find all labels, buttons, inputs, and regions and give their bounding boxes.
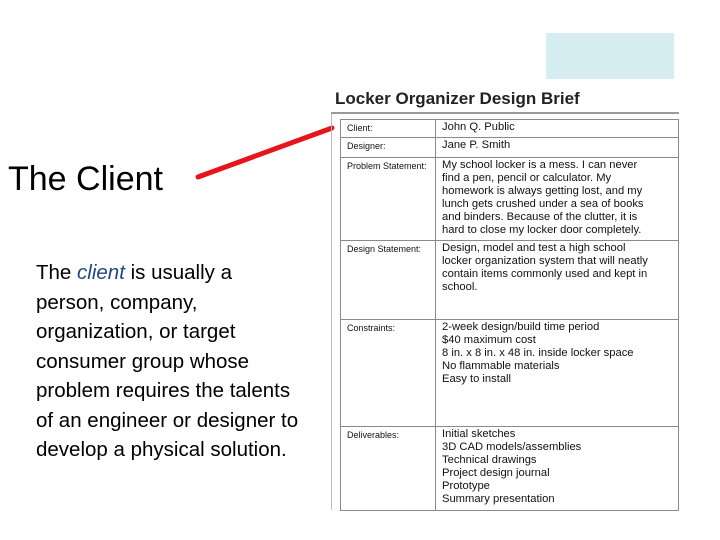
table-row <box>341 427 679 511</box>
value-line: contain items commonly used and kept in <box>442 267 648 280</box>
value-line: hard to close my locker door completely. <box>442 223 642 236</box>
value-line: Technical drawings <box>442 453 537 466</box>
value-line: My school locker is a mess. I can never <box>442 159 638 171</box>
design-brief-title: Locker Organizer Design Brief <box>335 89 580 108</box>
slide-title: The Client <box>8 160 163 198</box>
document-left-border <box>331 114 332 510</box>
value-line: lunch gets crushed under a sea of books <box>442 197 644 210</box>
row-label: Design Statement: <box>341 241 436 320</box>
table-row <box>341 241 679 320</box>
slide-body-text <box>36 258 306 465</box>
body-text-start: The <box>36 261 78 284</box>
row-value <box>436 241 679 320</box>
title-divider <box>331 112 679 114</box>
accent-box <box>546 33 674 79</box>
row-value <box>436 138 679 158</box>
row-label: Client: <box>341 120 436 138</box>
value-line: Initial sketches <box>442 428 516 440</box>
value-line: 3D CAD models/assemblies <box>442 440 582 453</box>
value-line: 2-week design/build time period <box>442 321 600 333</box>
row-label: Problem Statement: <box>341 158 436 241</box>
table-row <box>341 120 679 138</box>
row-label: Constraints: <box>341 320 436 427</box>
table-row <box>341 320 679 427</box>
table-row <box>341 158 679 241</box>
row-value <box>436 427 679 511</box>
value-line: Project design journal <box>442 466 550 479</box>
row-label: Designer: <box>341 138 436 158</box>
value-line: homework is always getting lost, and my <box>442 184 643 197</box>
value-line: Jane P. Smith <box>442 139 511 151</box>
value-line: Summary presentation <box>442 492 555 505</box>
design-brief-table <box>340 119 679 511</box>
row-value <box>436 120 679 138</box>
row-value <box>436 158 679 241</box>
body-text-emphasis: client <box>77 261 125 284</box>
value-line: Easy to install <box>442 372 512 385</box>
value-line: $40 maximum cost <box>442 333 536 346</box>
value-line: locker organization system that will neatly <box>442 254 648 267</box>
row-label: Deliverables: <box>341 427 436 511</box>
value-line: Prototype <box>442 479 490 492</box>
value-line: and binders. Because of the clutter, it is <box>442 210 638 223</box>
row-value <box>436 320 679 427</box>
table-row <box>341 138 679 158</box>
value-line: Design, model and test a high school <box>442 242 626 254</box>
value-line: 8 in. x 8 in. x 48 in. inside locker space <box>442 346 634 359</box>
value-line: school. <box>442 280 478 293</box>
value-line: find a pen, pencil or calculator. My <box>442 171 612 184</box>
value-line: John Q. Public <box>442 121 515 133</box>
value-line: No flammable materials <box>442 359 560 372</box>
body-text-rest: is usually a person, company, organization, or target consumer group whose problem requires the talents of an engineer or designer to develop a physical solution. <box>36 261 299 461</box>
